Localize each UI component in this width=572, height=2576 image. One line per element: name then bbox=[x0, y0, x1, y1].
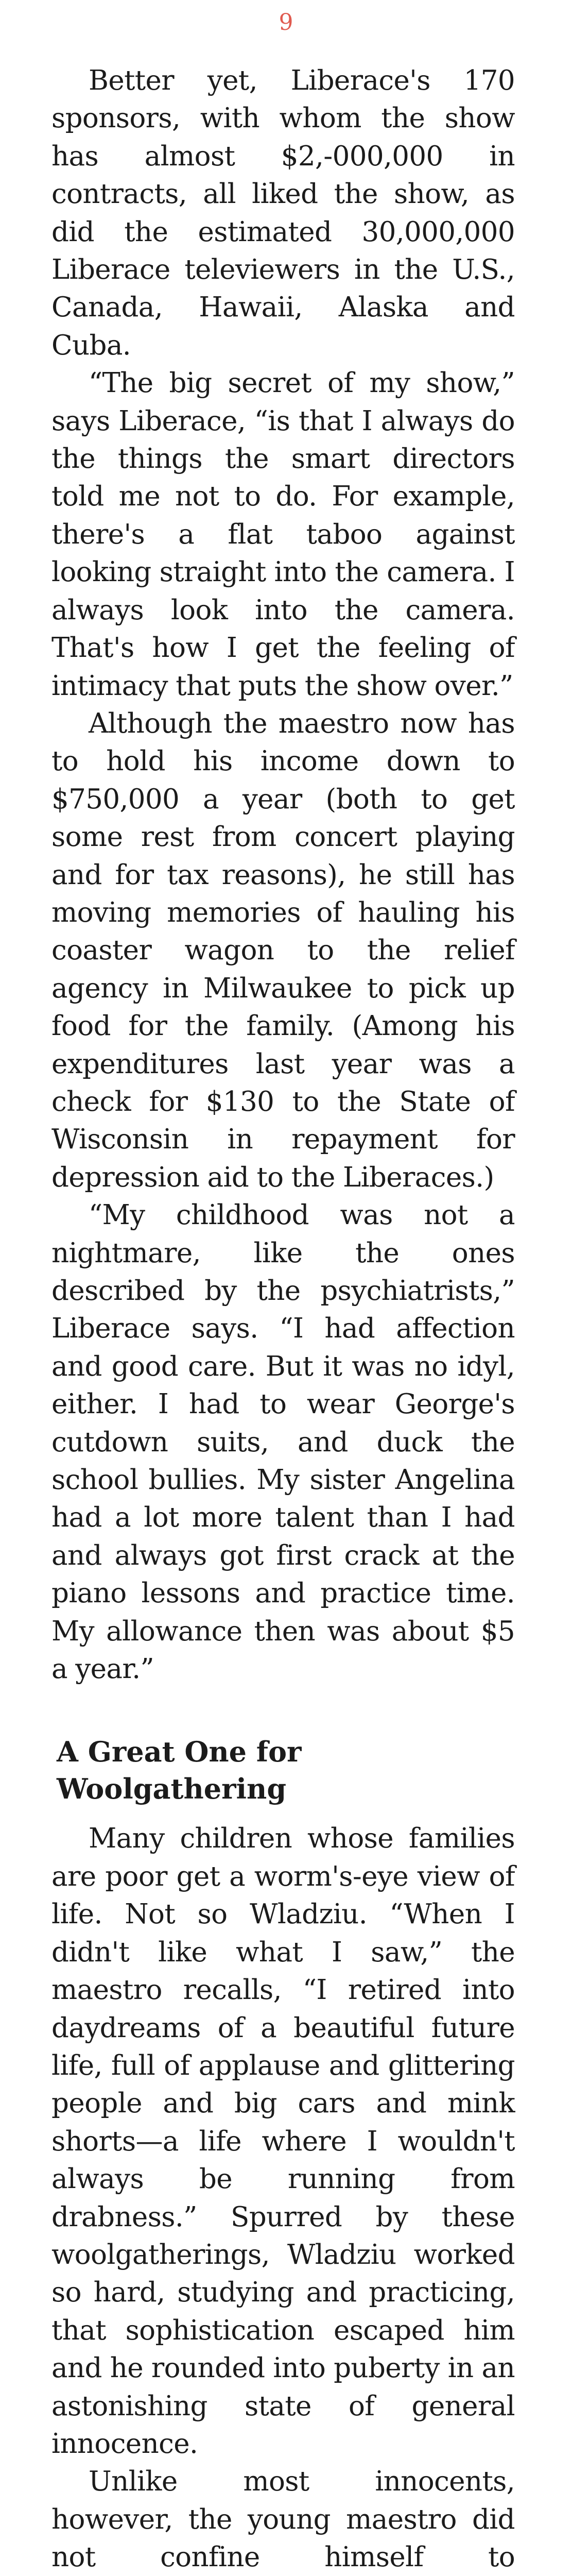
article-paragraph: Many children whose families are poor get a worm's-eye view of life. Not so Wladziu. “When I didn't like what I saw,” the maestro recalls, “I retired into daydreams of a beautiful future life, full of applause and glittering people and big cars and mink shorts—a life where I wouldn't always be running from drabness.” Spurred by these woolgatherings, Wladziu worked so hard, studying and practicing, that sophistication escaped him and he rounded into puberty in an astonishing state of general innocence. bbox=[51, 1823, 515, 2460]
article-paragraph: Better yet, Liberace's 170 sponsors, with whom the show has almost $2,-000,000 in contracts, all liked the show, as did the estimated 30,000,000 Liberace televiewers in the U.S., Canada, Hawaii, Alaska and Cuba. bbox=[51, 65, 515, 361]
section-subhead: A Great One for Woolgathering bbox=[57, 1735, 302, 1806]
page-number: 9 bbox=[279, 9, 293, 36]
article-column bbox=[51, 62, 515, 2576]
article-paragraph: “My childhood was not a nightmare, like the ones described by the psychiatrists,” Liberace says. “I had affection and good care. But it was no idyl, either. I had to wear George's cutdown suits, and duck the school bullies. My sister Angelina had a lot more talent than I had and always got first crack at the piano lessons and practice time. My allowance then was about $5 a year.” bbox=[51, 1199, 515, 1685]
article-paragraph: Although the maestro now has to hold his income down to $750,000 a year (both to get some rest from concert playing and for tax reasons), he still has moving memories of hauling his coaster wagon to the relief agency in Milwaukee to pick up food for the family. (Among his expenditures last year was a check for $130 to the State of Wisconsin in repayment for depression aid to the Liberaces.) bbox=[51, 707, 515, 1193]
article-paragraph: “The big secret of my show,” says Liberace, “is that I always do the things the smart directors told me not to do. For example, there's a flat taboo against looking straight into the camera. I always look into the camera. That's how I get the feeling of intimacy that puts the show over.” bbox=[51, 367, 515, 702]
article-paragraph: Unlike most innocents, however, the young maestro did not confine himself to bbox=[51, 2466, 515, 2573]
